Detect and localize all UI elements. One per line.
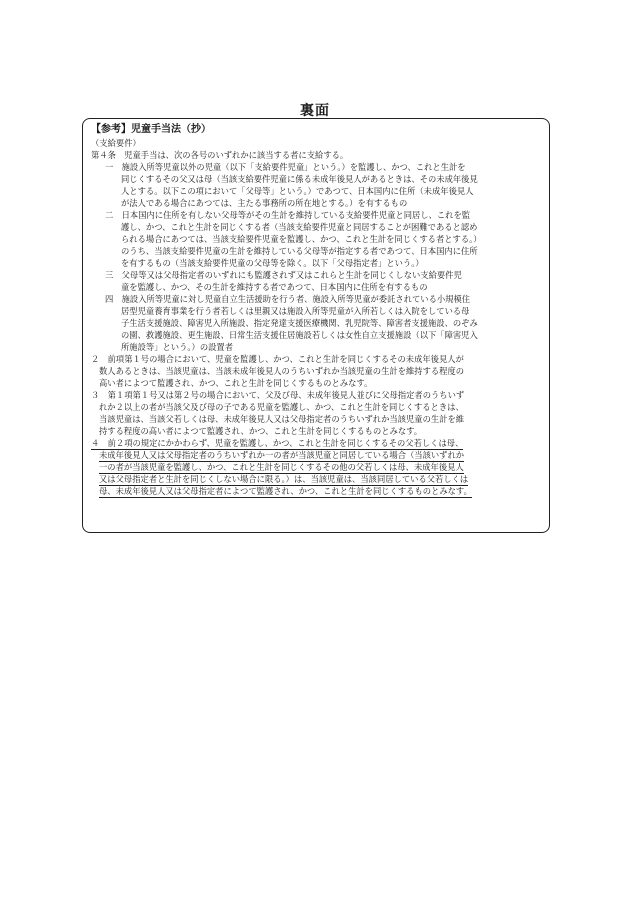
item-4-line: 子生活支援施設、障害児入所施設、指定発達支援医療機関、乳児院等、障害者支援施設、のぞみ bbox=[121, 318, 478, 328]
page-heading: 裏面 bbox=[300, 103, 330, 119]
paragraph-2-line: 数人あるときは、当該児童は、当該未成年後見人のうちいずれか当該児童の生計を維持する程度の bbox=[99, 366, 465, 376]
paragraph-3-line: れか２以上の者が当該父及び母の子である児童を監護し、かつ、これと生計を同じくするときは、 bbox=[99, 402, 464, 412]
paragraph-3-line: 持する程度の高い者によつて監護され、かつ、これと生計を同じくするものとみなす。 bbox=[99, 426, 423, 436]
item-1-line: 同じくするその父又は母（当該支給要件児童に係る未成年後見人があるときは、その未成年後見 bbox=[121, 174, 478, 184]
item-2-line: られる場合にあつては、当該支給要件児童を監護し、かつ、これと生計を同じくする者とする。） bbox=[121, 234, 482, 244]
item-2-line: を有するもの（当該支給要件児童の父母等を除く。以下「父母指定者」という。） bbox=[121, 258, 424, 268]
item-3-line: 童を監護し、かつ、その生計を維持する者であつて、日本国内に住所を有するもの bbox=[121, 282, 428, 292]
paragraph-2-line: ２ 前項第１号の場合において、児童を監護し、かつ、これと生計を同じくするその未成年後見人が bbox=[91, 354, 464, 364]
item-2-line: 護し、かつ、これと生計を同じくする者（当該支給要件児童と同居することが困難であると認め bbox=[121, 222, 478, 232]
item-4-line: の園、救護施設、更生施設、日常生活支援住居施設若しくは女性自立支援施設（以下「障害児入 bbox=[121, 330, 478, 340]
paragraph-4-line: 母、未成年後見人又は父母指定者によつて監護され、かつ、これと生計を同じくするものとみなす。 bbox=[99, 486, 472, 496]
paragraph-4-line: 一の者が当該児童を監護し、かつ、これと生計を同じくするその他の父若しくは母、未成年後見人 bbox=[99, 462, 464, 472]
paragraph-3-line: ３ 第１項第１号又は第２号の場合において、父及び母、未成年後見人並びに父母指定者のうちいず bbox=[91, 390, 465, 400]
paragraph-4-line: ４ 前２項の規定にかかわらず、児童を監護し、かつ、これと生計を同じくするその父若しくは母、 bbox=[91, 438, 464, 448]
paragraph-3-line: 当該児童は、当該父若しくは母、未成年後見人又は父母指定者のうちいずれか当該児童の生計を維 bbox=[99, 414, 465, 424]
paragraph-2-line: 高い者によつて監護され、かつ、これと生計を同じくするものとみなす。 bbox=[99, 378, 373, 388]
paragraph-4-line: 又は父母指定者と生計を同じくしない場合に限る。）は、当該児童は、当該同居している父若しくは bbox=[99, 474, 469, 484]
item-4-line: 四 施設入所等児童に対し児童自立生活援助を行う者、施設入所等児童が委託されている小規模住 bbox=[105, 294, 471, 304]
item-2-line: のうち、当該支給要件児童の生計を維持している父母等が指定する者であつて、日本国内に住所 bbox=[121, 246, 478, 256]
item-4-line: 所施設等」という。）の設置者 bbox=[121, 342, 234, 352]
item-2-line: 二 日本国内に住所を有しない父母等がその生計を維持している支給要件児童と同居し、これを監 bbox=[105, 210, 471, 220]
paragraph-4-line: 未成年後見人又は父母指定者のうちいずれか一の者が当該児童と同居している場合（当該いずれか bbox=[99, 450, 465, 460]
item-1-line: 人とする。以下この項において「父母等」という。）であつて、日本国内に住所（未成年後見人 bbox=[121, 186, 474, 196]
article-4-header: 第４条 児童手当は、次の各号のいずれかに該当する者に支給する。 bbox=[91, 150, 349, 160]
section-caption: （支給要件） bbox=[91, 138, 141, 148]
reference-box bbox=[82, 118, 550, 533]
item-1-line: 一 施設入所等児童以外の児童（以下「支給要件児童」という。）を監護し、かつ、これと生計を bbox=[105, 162, 466, 172]
item-4-line: 居型児童養育事業を行う者若しくは里親又は施設入所等児童が入所若しくは入院をしている母 bbox=[121, 306, 470, 316]
item-3-line: 三 父母等又は父母指定者のいずれにも監護されず又はこれらと生計を同じくしない支給要件児 bbox=[105, 270, 462, 280]
item-1-line: が法人である場合にあつては、主たる事務所の所在地とする。）を有するもの bbox=[121, 198, 408, 208]
box-title: 【参考】児童手当法（抄） bbox=[91, 124, 211, 135]
